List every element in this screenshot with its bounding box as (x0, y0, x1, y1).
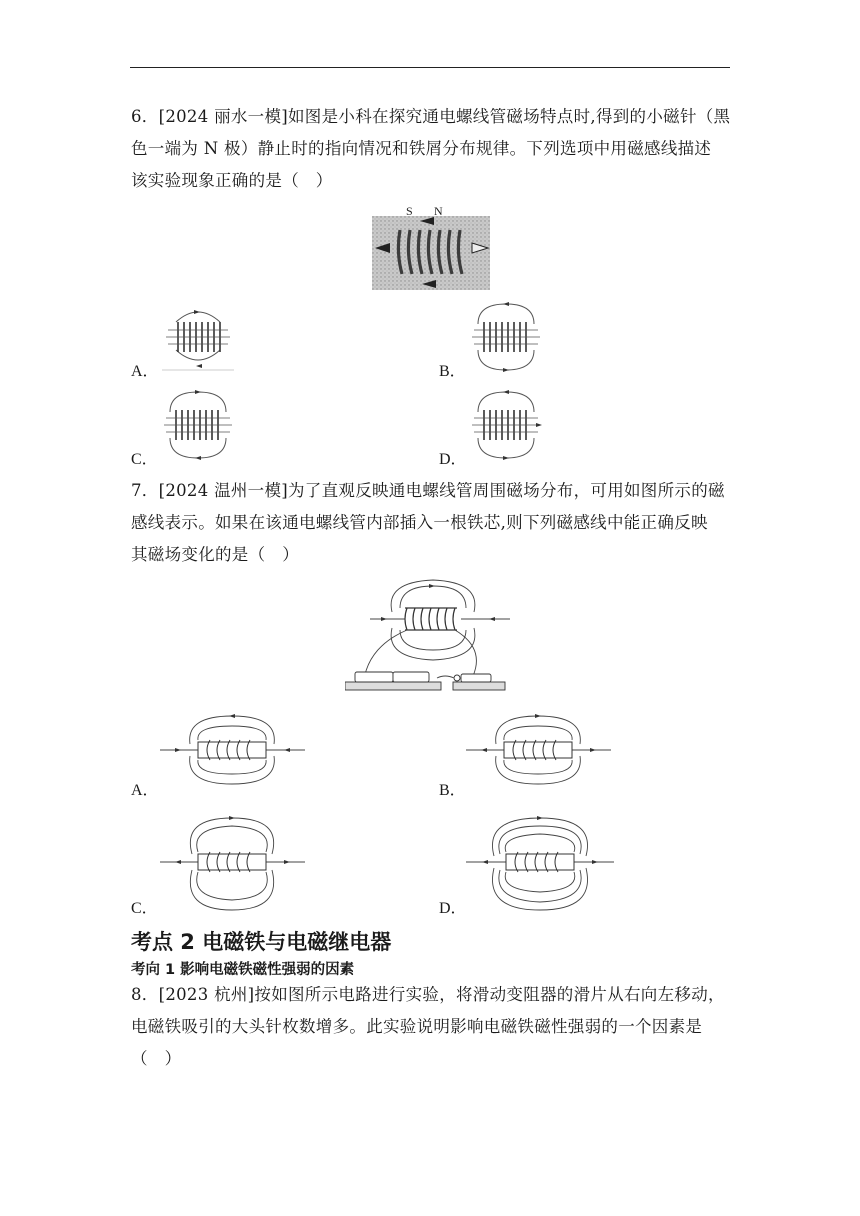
question-6-line-3: 该实验现象正确的是（ ） (131, 171, 333, 190)
question-6-option-b-label: B． (439, 363, 466, 380)
question-7-line-2: 感线表示。如果在该通电螺线管内部插入一根铁芯,则下列磁感线中能正确反映 (131, 513, 708, 532)
option-7a-field-diagram (160, 714, 305, 786)
iron-filings-photo (372, 204, 490, 290)
header-rule (130, 67, 730, 68)
option-7c-field-diagram (160, 816, 305, 912)
question-6-line-2: 色一端为 N 极）静止时的指向情况和铁屑分布规律。下列选项中用磁感线描述 (131, 139, 712, 158)
question-8-line-3: （ ） (131, 1049, 182, 1068)
photo-label-n: N (434, 204, 443, 218)
option-c-field-diagram (158, 388, 238, 462)
question-8-line-1: 8．[2023 杭州]按如图所示电路进行实验，将滑动变阻器的滑片从右向左移动， (131, 985, 725, 1004)
question-7-text (131, 475, 731, 571)
question-7-line-3: 其磁场变化的是（ ） (131, 545, 299, 564)
question-7-line-1: 7．[2024 温州一模]为了直观反映通电螺线管周围磁场分布，可用如图所示的磁 (131, 481, 725, 500)
option-a-field-diagram (158, 300, 238, 374)
option-b-field-diagram (466, 300, 546, 374)
question-7-option-b-label: B． (439, 782, 466, 799)
question-8-line-2: 电磁铁吸引的大头针枚数增多。此实验说明影响电磁铁磁性强弱的一个因素是 (131, 1017, 703, 1036)
question-6-option-d-label: D． (439, 451, 467, 468)
solenoid-circuit-diagram (345, 578, 515, 708)
question-8-text (131, 979, 731, 1075)
section-subheading: 考向 1 影响电磁铁磁性强弱的因素 (131, 962, 355, 978)
option-d-field-diagram (466, 388, 546, 462)
section-heading: 考点 2 电磁铁与电磁继电器 (131, 930, 392, 954)
photo-label-s: S (406, 204, 413, 218)
question-6-line-1: 6．[2024 丽水一模]如图是小科在探究通电螺线管磁场特点时,得到的小磁针（黑 (131, 107, 731, 126)
question-6-option-c-label: C． (131, 451, 158, 468)
question-6-option-a-label: A． (131, 363, 159, 380)
option-7b-field-diagram (466, 714, 611, 786)
question-6-text (131, 101, 731, 197)
question-7-option-c-label: C． (131, 900, 158, 917)
question-7-option-a-label: A． (131, 782, 159, 799)
question-7-option-d-label: D． (439, 900, 467, 917)
option-7d-field-diagram (466, 816, 614, 912)
